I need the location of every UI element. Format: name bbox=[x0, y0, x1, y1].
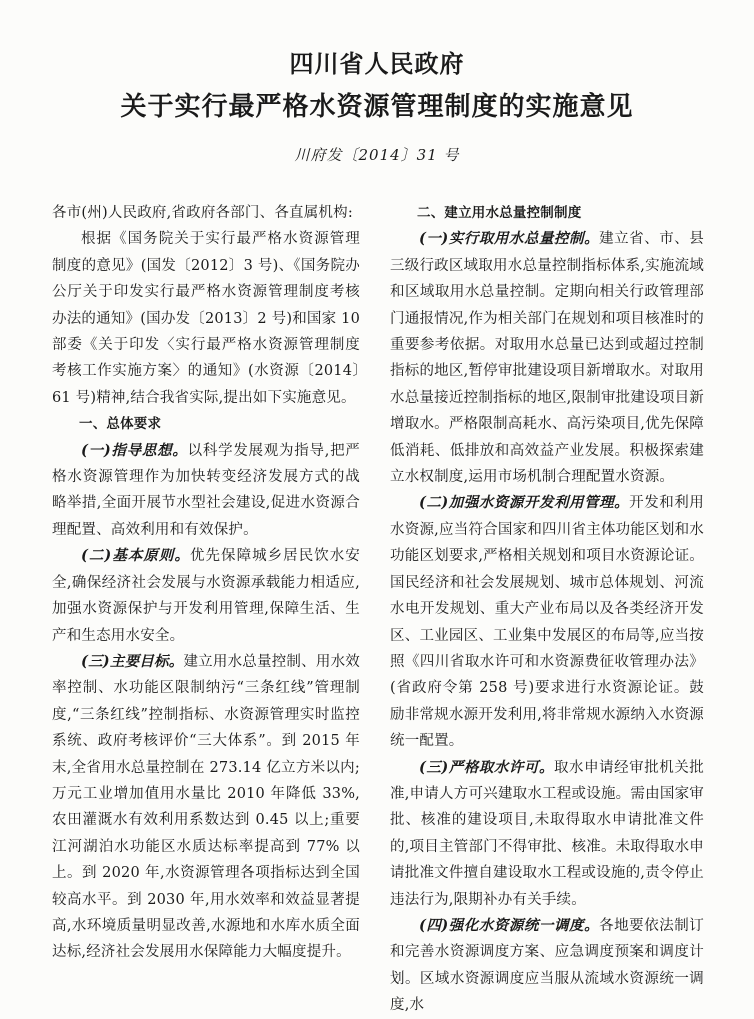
left-column bbox=[52, 200, 360, 966]
right-column bbox=[390, 200, 704, 1019]
paragraph-lead: (三)主要目标。 bbox=[81, 652, 184, 670]
paragraph-body: 优先保障城乡居民饮水安全,确保经济社会发展与水资源承载能力相适应,加强水资源保护与开发利用管理,保障生活、生产和生态用水安全。 bbox=[52, 548, 360, 644]
document-number: 川府发〔2014〕31 号 bbox=[294, 146, 460, 164]
paragraph-main-targets bbox=[52, 649, 360, 966]
paragraph-body: 开发和利用水资源,应当符合国家和四川省主体功能区划和水功能区划要求,严格相关规划和项目水资源论证。国民经济和社会发展规划、城市总体规划、河流水电开发规划、重大产业布局以及各类经济开发区、工业园区、工业集中发展区的布局等,应当按照《四川省取水许可和水资源费征收管理办法》(省政府令第 258 号)要求进行水资源论证。鼓励非常规水源开发利用,将非常规水源纳入水资源统一配置。 bbox=[390, 495, 704, 750]
paragraph-body: 建立省、市、县三级行政区域取用水总量控制指标体系,实施流域和区域取用水总量控制。定期向相关行政管理部门通报情况,作为相关部门在规划和项目核准时的重要参考依据。对取用水总量已达到或超过控制指标的地区,暂停审批建设项目新增取水。对取用水总量接近控制指标的地区,限制审批建设项目新增取水。严格限制高耗水、高污染项目,优先保障低消耗、低排放和高效益产业发展。积极探索建立水权制度,运用市场机制合理配置水资源。 bbox=[390, 231, 704, 486]
paragraph-total-control bbox=[390, 226, 704, 490]
intro-paragraph: 根据《国务院关于实行最严格水资源管理制度的意见》(国发〔2012〕3 号)、《国务院办公厅关于印发实行最严格水资源管理制度考核办法的通知》(国办发〔2013〕2 号)和国家 10 部委《关于印发〈实行最严格水资源管理制度考核工作实施方案〉的通知》(水资源〔2014〕61 号)精神,结合我省实际,提出如下实施意见。 bbox=[52, 231, 360, 406]
paragraph-lead: (一)指导思想。 bbox=[81, 441, 188, 459]
paragraph-basic-principles bbox=[52, 543, 360, 649]
paragraph-body: 以科学发展观为指导,把严格水资源管理作为加快转变经济发展方式的战略举措,全面开展节水型社会建设,促进水资源合理配置、高效利用和有效保护。 bbox=[52, 442, 360, 538]
paragraph-body: 建立用水总量控制、用水效率控制、水功能区限制纳污“三条红线”管理制度,“三条红线”控制指标、水资源管理实时监控系统、政府考核评价“三大体系”。到 2015 年末,全省用水总量控制在 273.14 亿立方米以内;万元工业增加值用水量比 2010 年降低 33%,农田灌溉水有效利用系数达到 0.45 以上;重要江河湖泊水功能区水质达标率提高到 77% 以上。到 2020 年,水资源管理各项指标达到全国较高水平。到 2030 年,用水效率和效益显著提高,水环境质量明显改善,水源地和水库水质全面达标,经济社会发展用水保障能力大幅度提升。 bbox=[52, 653, 360, 961]
paragraph-lead: (四)强化水资源统一调度。 bbox=[419, 916, 600, 934]
section-heading-general: 一、总体要求 bbox=[79, 416, 162, 433]
paragraph-lead: (三)严格取水许可。 bbox=[419, 758, 555, 776]
paragraph-lead: (二)加强水资源开发利用管理。 bbox=[419, 494, 630, 512]
paragraph-water-permit bbox=[390, 755, 704, 913]
paragraph-unified-dispatch bbox=[390, 913, 704, 1019]
paragraph-body: 取水申请经审批机关批准,申请人方可兴建取水工程或设施。需由国家审批、核准的建设项目,未取得取水申请批准文件的,项目主管部门不得审批、核准。未取得取水申请批准文件擅自建设取水工程或设施的,责令停止违法行为,限期补办有关手续。 bbox=[390, 759, 704, 908]
salutation: 各市(州)人民政府,省政府各部门、各直属机构: bbox=[52, 205, 353, 221]
paragraph-body: 各地要依法制订和完善水资源调度方案、应急调度预案和调度计划。区域水资源调度应当服从流域水资源统一调度,水 bbox=[390, 917, 704, 1014]
document-title-line2: 关于实行最严格水资源管理制度的实施意见 bbox=[120, 92, 634, 122]
paragraph-lead: (二)基本原则。 bbox=[81, 547, 190, 565]
section-heading-total-control: 二、建立用水总量控制制度 bbox=[417, 205, 582, 221]
paragraph-guiding-ideology bbox=[52, 438, 360, 544]
paragraph-lead: (一)实行取用水总量控制。 bbox=[419, 230, 600, 248]
document-title-line1: 四川省人民政府 bbox=[289, 50, 465, 78]
paragraph-development-management bbox=[390, 490, 704, 754]
